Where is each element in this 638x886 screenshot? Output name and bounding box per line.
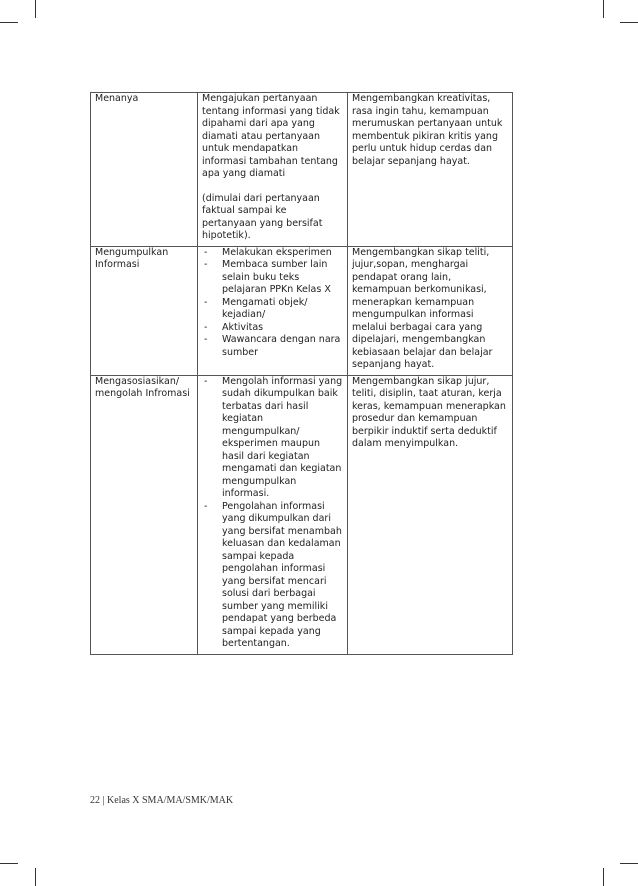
table-row xyxy=(91,375,513,654)
crop-mark xyxy=(0,863,18,864)
list-item: - Mengolah informasi yang sudah dikumpulkan baik terbatas dari hasil kegiatan mengumpulkan/ eksperimen maupun hasil dari kegiatan mengamati dan kegiatan mengumpulkan informasi. xyxy=(202,376,343,501)
learning-note: (dimulai dari pertanyaan faktual sampai ke pertanyaan yang bersifat hipotetik). xyxy=(202,192,323,241)
list-item: - Membaca sumber lain selain buku teks pelajaran PPKn Kelas X xyxy=(202,259,343,297)
list-item: - Melakukan eksperimen xyxy=(202,247,343,260)
crop-mark xyxy=(35,0,36,18)
crop-mark xyxy=(620,863,638,864)
crop-mark xyxy=(0,22,18,23)
list-item: - Aktivitas xyxy=(202,322,343,335)
page-footer: 22 | Kelas X SMA/MA/SMK/MAK xyxy=(90,795,234,806)
learning-cell xyxy=(198,246,348,375)
competence-cell: Mengembangkan sikap teliti, jujur,sopan, menghargai pendapat orang lain, kemampuan berkomunikasi, menerapkan kemampuan mengumpulkan informasi melalui berbagai cara yang dipelajari, mengembangkan kebiasaan belajar dan belajar sepanjang hayat. xyxy=(348,246,513,375)
list-item: - Pengolahan informasi yang dikumpulkan dari yang bersifat menambah keluasan dan kedalaman sampai kepada pengolahan informasi yang bersifat mencari solusi dari berbagai sumber yang memiliki pendapat yang berbeda sampai kepada yang bertentangan. xyxy=(202,501,343,651)
list-item: - Wawancara dengan nara sumber xyxy=(202,334,343,359)
activity-cell: Menanya xyxy=(91,93,198,247)
table-row xyxy=(91,93,513,247)
crop-mark xyxy=(603,0,604,18)
list-item: - Mengamati objek/ kejadian/ xyxy=(202,297,343,322)
learning-cell xyxy=(198,93,348,247)
activity-cell: Mengasosiasikan/ mengolah Infromasi xyxy=(91,375,198,654)
crop-mark xyxy=(603,868,604,886)
learning-activities-table xyxy=(90,92,513,655)
learning-list xyxy=(202,376,343,651)
learning-cell xyxy=(198,375,348,654)
learning-list xyxy=(202,247,343,360)
competence-cell: Mengembangkan sikap jujur, teliti, disiplin, taat aturan, kerja keras, kemampuan menerapkan prosedur dan kemampuan berpikir induktif serta deduktif dalam menyimpulkan. xyxy=(348,375,513,654)
crop-mark xyxy=(35,868,36,886)
competence-cell: Mengembangkan kreativitas, rasa ingin tahu, kemampuan merumuskan pertanyaan untuk membentuk pikiran kritis yang perlu untuk hidup cerdas dan belajar sepanjang hayat. xyxy=(348,93,513,247)
activity-cell: Mengumpulkan Informasi xyxy=(91,246,198,375)
learning-text: Mengajukan pertanyaan tentang informasi yang tidak dipahami dari apa yang diamati atau pertanyaan untuk mendapatkan informasi tambahan tentang apa yang diamati xyxy=(202,93,340,179)
crop-mark xyxy=(620,22,638,23)
table-row xyxy=(91,246,513,375)
